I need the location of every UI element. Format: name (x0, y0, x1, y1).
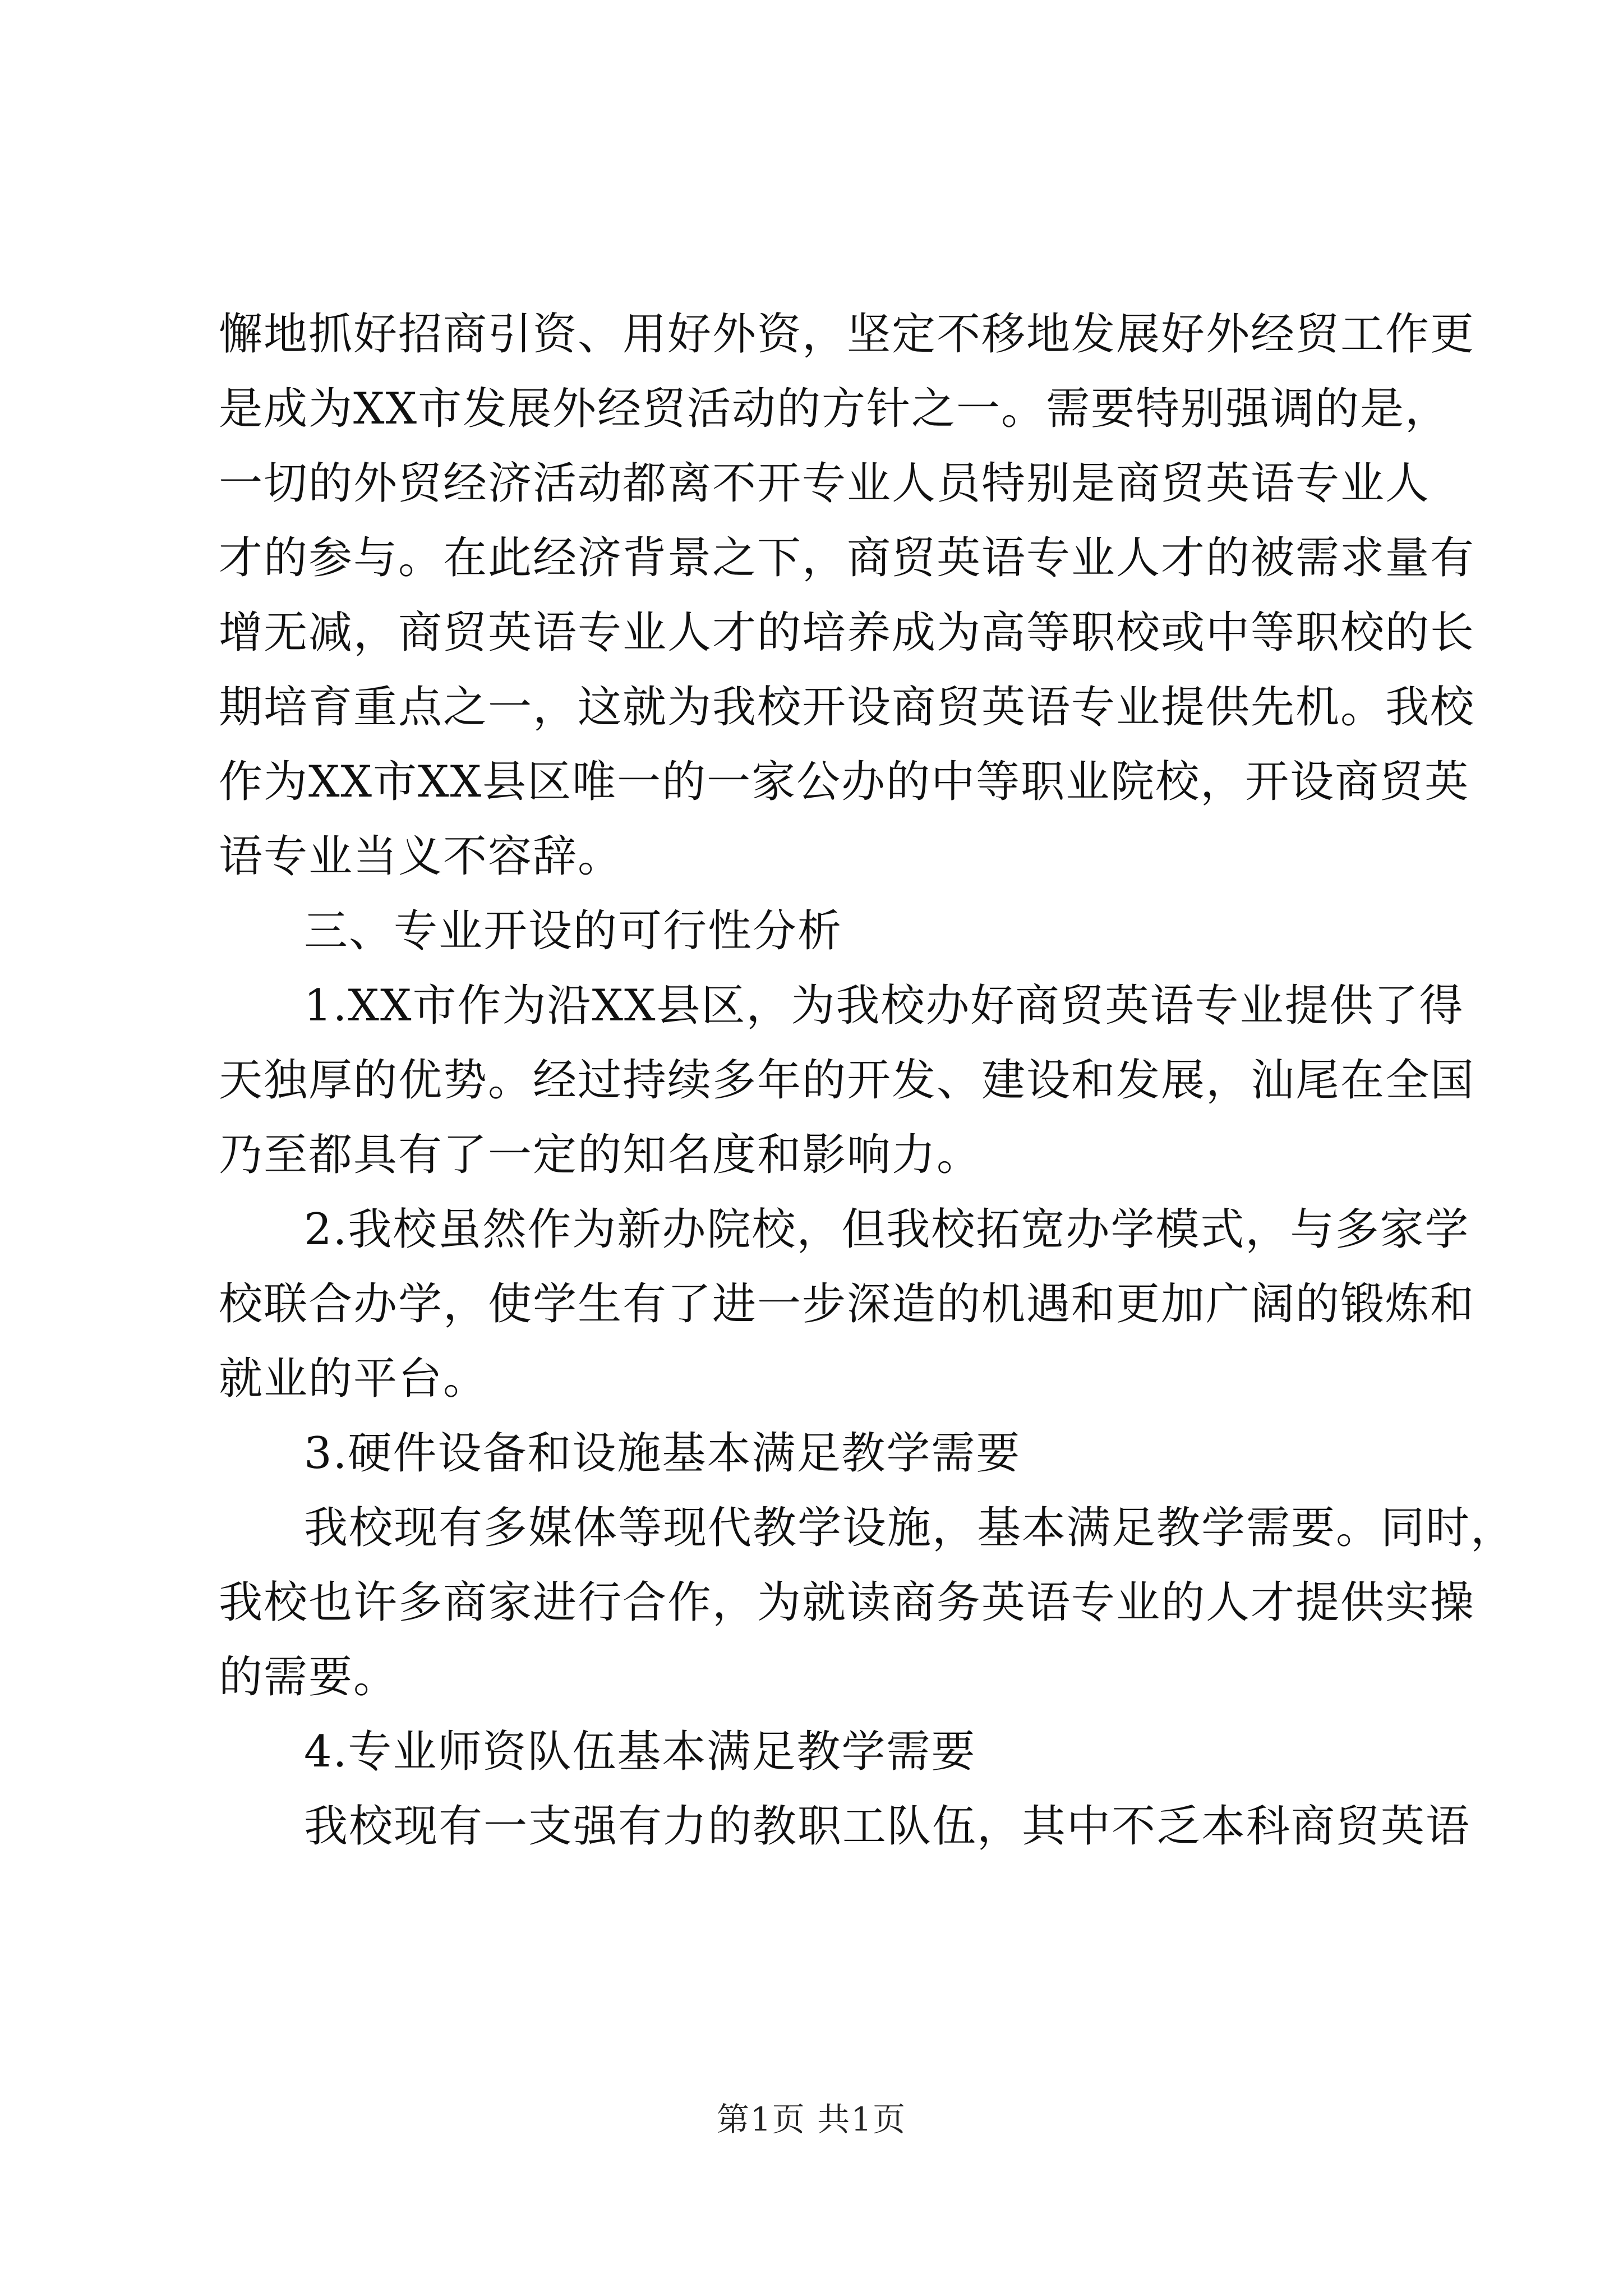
text-line-2: 是成为XX市发展外经贸活动的方针之一。需要特别强调的是， (219, 384, 1450, 434)
page-number-footer: 第1页 共1页 (716, 2100, 907, 2138)
text-line-6: 期培育重点之一，这就为我校开设商贸英语专业提供先机。我校 (219, 682, 1476, 733)
subheading-hardware: 3.硬件设备和设施基本满足教学需要 (304, 1428, 1021, 1479)
text-line-1: 懈地抓好招商引资、用好外资，坚定不移地发展好外经贸工作更 (219, 309, 1476, 360)
text-line-5: 增无减，商贸英语专业人才的培养成为高等职校或中等职校的长 (219, 608, 1476, 658)
section-heading: 三、专业开设的可行性分析 (304, 906, 843, 956)
text-line-15: 就业的平台。 (219, 1354, 488, 1404)
text-line-13: 2.我校虽然作为新办院校，但我校拓宽办学模式，与多家学 (304, 1204, 1470, 1255)
text-line-10: 1.XX市作为沿XX县区，为我校办好商贸英语专业提供了得 (304, 981, 1464, 1031)
text-line-17: 我校现有多媒体等现代教学设施，基本满足教学需要。同时， (304, 1503, 1516, 1553)
text-line-7: 作为XX市XX县区唯一的一家公办的中等职业院校，开设商贸英 (219, 757, 1470, 807)
text-line-18: 我校也许多商家进行合作，为就读商务英语专业的人才提供实操 (219, 1577, 1476, 1628)
text-line-21: 我校现有一支强有力的教职工队伍，其中不乏本科商贸英语 (304, 1801, 1471, 1852)
text-line-4: 才的参与。在此经济背景之下，商贸英语专业人才的被需求量有 (219, 533, 1476, 583)
text-line-11: 天独厚的优势。经过持续多年的开发、建设和发展，汕尾在全国 (219, 1055, 1476, 1106)
text-line-12: 乃至都具有了一定的知名度和影响力。 (219, 1130, 982, 1180)
document-body (219, 297, 1516, 1864)
text-line-19: 的需要。 (219, 1652, 399, 1703)
text-line-3: 一切的外贸经济活动都离不开专业人员特别是商贸英语专业人 (219, 458, 1431, 509)
text-line-8: 语专业当义不容辞。 (219, 831, 623, 882)
subheading-faculty: 4.专业师资队伍基本满足教学需要 (304, 1727, 976, 1777)
text-line-14: 校联合办学，使学生有了进一步深造的机遇和更加广阔的锻炼和 (219, 1279, 1476, 1329)
